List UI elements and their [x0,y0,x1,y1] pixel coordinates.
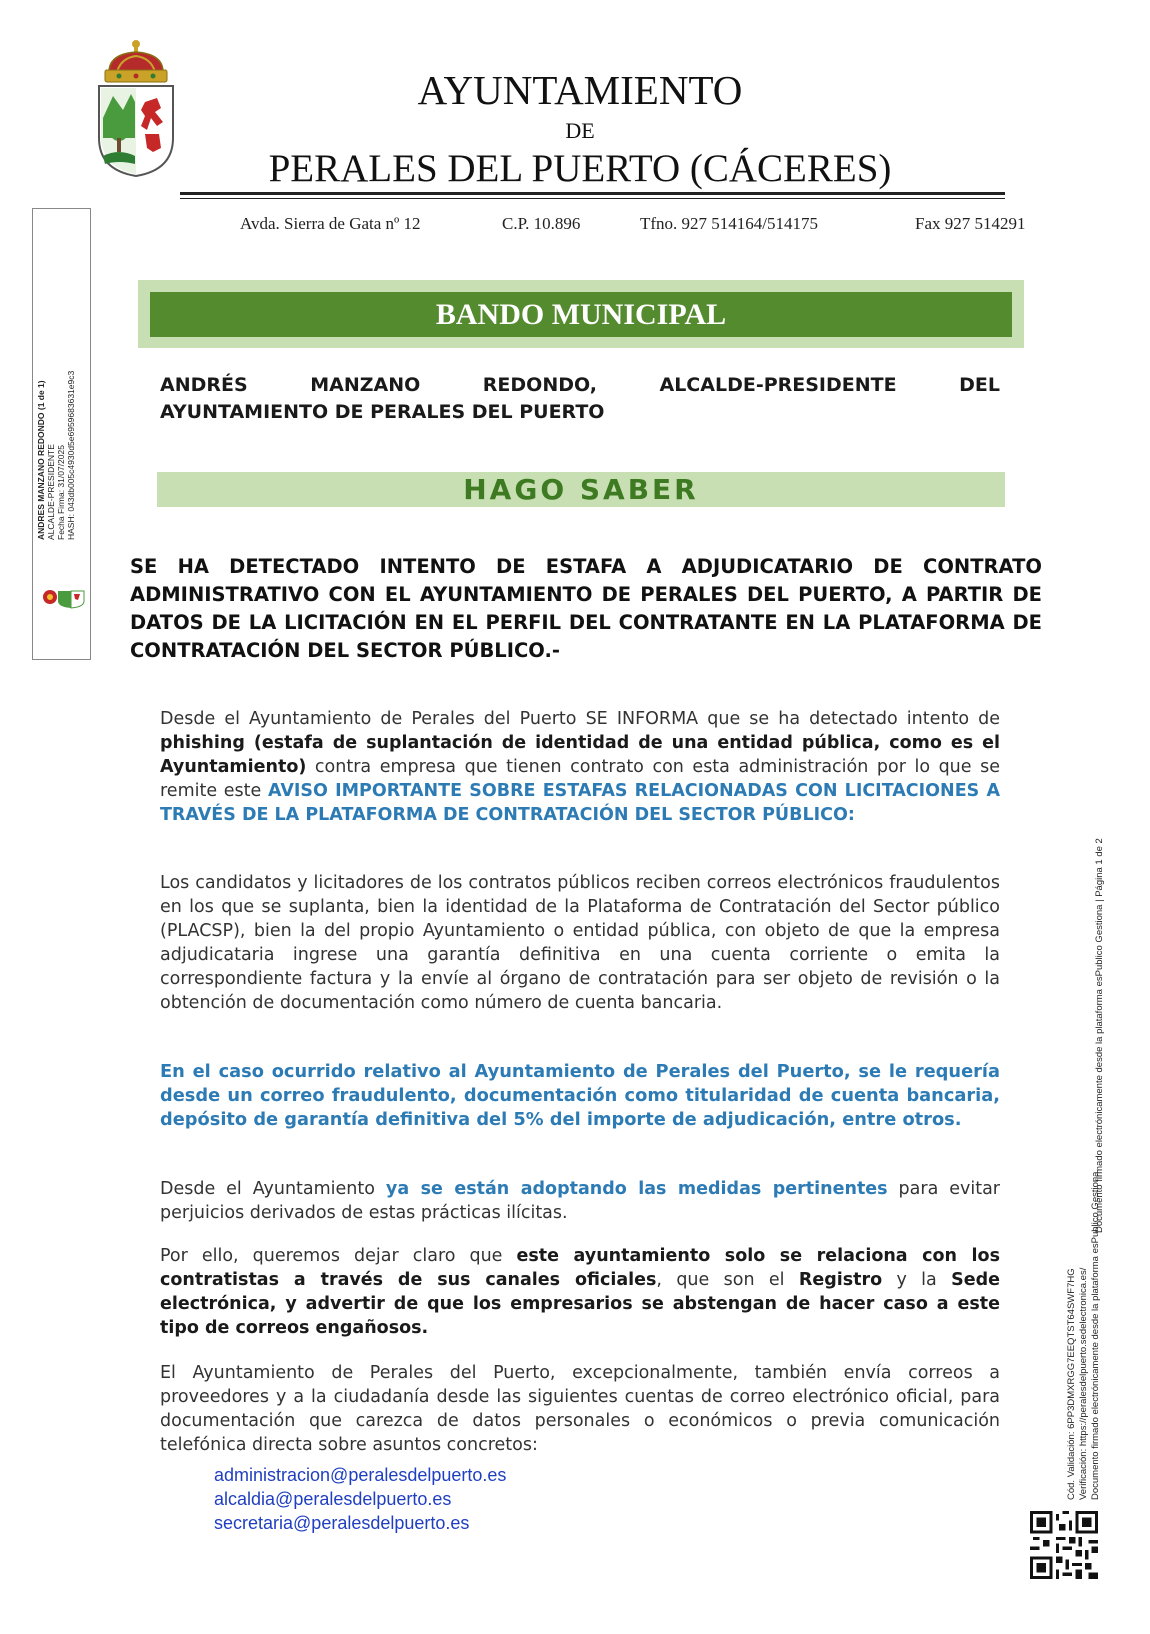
title-municipality: PERALES DEL PUERTO (CÁCERES) [268,147,892,190]
paragraph-measures [160,1177,1000,1225]
signer-word: ALCALDE-PRESIDENTE [659,374,897,396]
measures-highlight: ya se están adoptando las medidas pertinentes [385,1179,888,1199]
header-rule-thick [180,192,1005,195]
margin-verification-url: Verificación: https://peralesdelpuerto.sedelectronica.es/ [1078,1267,1089,1500]
signer-line-2: AYUNTAMIENTO DE PERALES DEL PUERTO [160,401,605,423]
bold-text: este ayuntamiento solo se relaciona con los contratistas a través de sus canales oficiales [160,1246,1000,1290]
banner-title: BANDO MUNICIPAL [150,292,1012,337]
title-ayuntamiento: AYUNTAMIENTO [417,67,743,113]
scam-headline: SE HA DETECTADO INTENTO DE ESTAFA A ADJUDICATARIO DE CONTRATO ADMINISTRATIVO CON EL AYUNTAMIENTO DE PERALES DEL PUERTO, A PARTIR DE DATOS DE LA LICITACIÓN EN EL PERFIL DEL CONTRATANTE EN LA PLATAFORMA DE CONTRATACIÓN DEL SECTOR PÚBLICO.- [130,555,1042,662]
signer-word: DEL [959,374,1000,396]
bold-text: Registro [798,1270,883,1290]
signature-stamp-text [36,340,86,540]
header-address: Avda. Sierra de Gata nº 12 [240,214,421,233]
paragraph-official-emails: El Ayuntamiento de Perales del Puerto, excepcionalmente, también envía correos a proveedores y a la ciudadanía desde las siguientes cuentas de correo electrónico oficial, para documentación que carezca de datos personales o económicos o previa comunicación telefónica directa sobre asuntos concretos: [160,1363,1000,1455]
bold-text: phishing (estafa de suplantación de identidad de una entidad pública, como es el Ayuntamiento) [160,733,1000,777]
margin-signed-note: Documento firmado electrónicamente desde la plataforma esPublico Gestiona [1090,1171,1101,1500]
header-rule-thin [180,198,1005,199]
signature-date: Fecha Firma: 31/07/2025 [56,445,66,540]
paragraph-explanation: Los candidatos y licitadores de los contratos públicos reciben correos electrónicos fraudulentos en los que se suplanta, bien la identidad de la Plataforma de Contratación del Sector público (PLACSP), bien la del propio Ayuntamiento o entidad pública, con objeto de que la empresa adjudicataria ingrese una garantía definitiva en una cuenta corriente o emita la correspondiente factura y la envíe al órgano de contratación para ser objeto de revisión o la obtención de documentación como número de cuenta bancaria. [160,873,1000,1013]
signer-line-1 [160,372,1000,399]
text: y la [882,1270,952,1290]
signer-word: REDONDO, [482,374,597,396]
header-phone: Tfno. 927 514164/514175 [640,214,819,233]
text: , que son el [656,1270,799,1290]
header-postal-code: C.P. 10.896 [502,214,581,233]
warning-highlight: AVISO IMPORTANTE SOBRE ESTAFAS RELACIONADAS CON LICITACIONES A TRAVÉS DE LA PLATAFORMA DE CONTRATACIÓN DEL SECTOR PÚBLICO: [160,781,1000,825]
verification-qr-code [1030,1511,1098,1579]
paragraph-intro [160,707,1000,827]
header-fax: Fax 927 514291 [915,214,1026,233]
email-link-alcaldia[interactable]: alcaldia@peralesdelpuerto.es [214,1489,452,1509]
margin-page-info: Documento firmado electrónicamente desde la plataforma esPublico Gestiona | Página 1 de 2 [1094,838,1105,1233]
paragraph-official-channels [160,1244,1000,1340]
signature-signer: ANDRES MANZANO REDONDO (1 de 1) [36,380,46,540]
text: Desde el Ayuntamiento de Perales del Puerto SE INFORMA que se ha detectado intento de [160,709,1000,729]
text: contra empresa que tienen contrato con esta administración por lo que se remite este [160,757,1000,801]
email-link-secretaria[interactable]: secretaria@peralesdelpuerto.es [214,1513,470,1533]
signer-word: ANDRÉS [160,374,248,396]
text: Por ello, queremos dejar claro que [160,1246,517,1266]
signer-block [160,372,1000,426]
signature-role: ALCALDE-PRESIDENTE [46,444,56,540]
title-de: DE [565,118,595,143]
bold-text: Sede electrónica, y advertir de que los empresarios se abstengan de hacer caso a este tipo de correos engañosos. [160,1270,1000,1338]
margin-validation-code: Cód. Validación: 6PP3DMXRGG7EEQTST64SWF7HG [1066,1268,1077,1500]
municipal-coat-of-arms [95,38,177,178]
signature-logo-icon [40,585,88,609]
email-link-administracion[interactable]: administracion@peralesdelpuerto.es [214,1465,507,1485]
text: Desde el Ayuntamiento [160,1179,386,1199]
signer-word: MANZANO [310,374,421,396]
hago-saber-banner: HAGO SABER [157,472,1005,507]
text: para evitar perjuicios derivados de estas prácticas ilícitas. [160,1179,1000,1223]
signature-hash: HASH: 043db005c4930d5e6959683631e9c3 [66,370,76,540]
paragraph-case: En el caso ocurrido relativo al Ayuntamiento de Perales del Puerto, se le requería desde un correo fraudulento, documentación como titularidad de cuenta bancaria, depósito de garantía definitiva del 5% del importe de adjudicación, entre otros. [160,1061,1000,1130]
